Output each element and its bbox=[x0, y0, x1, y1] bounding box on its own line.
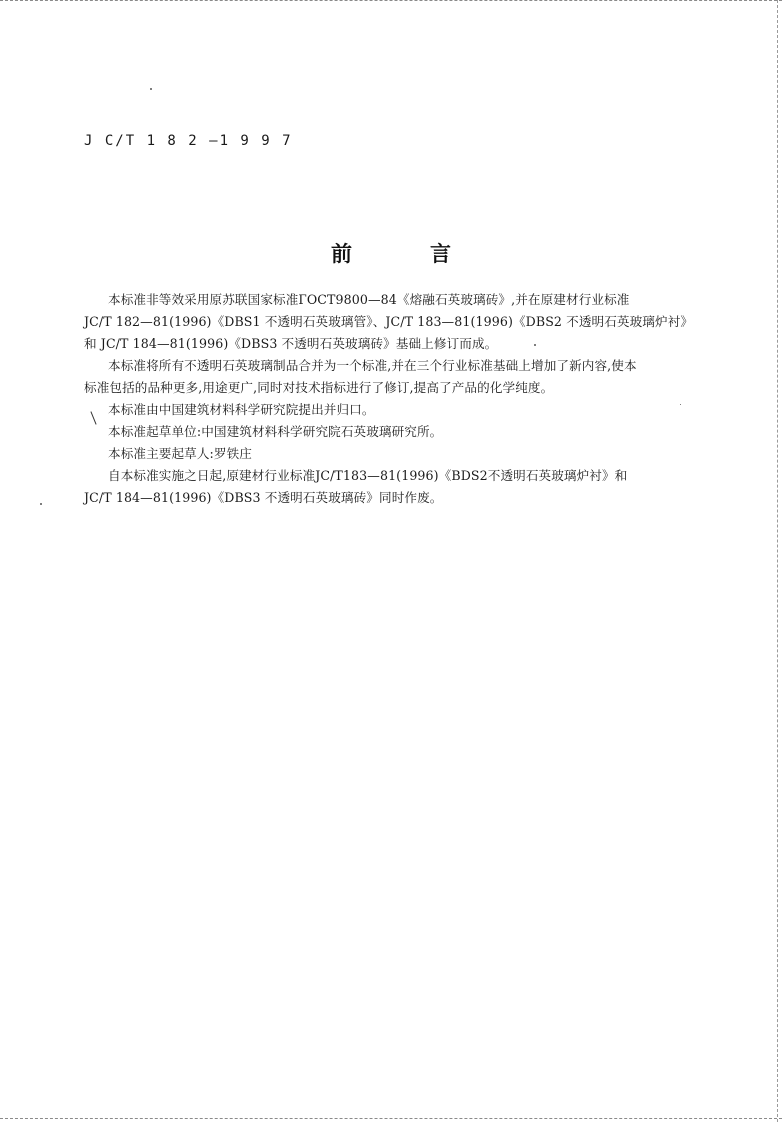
paragraph-line: 和 JC/T 184—81(1996)《DBS3 不透明石英玻璃砖》基础上修订而成。 bbox=[84, 336, 498, 351]
title-char-1: 前 bbox=[331, 241, 352, 266]
scan-speck bbox=[150, 88, 152, 90]
scan-edge-right bbox=[777, 0, 778, 1122]
foreword-body bbox=[84, 289, 696, 509]
paragraph-line: JC/T 182—81(1996)《DBS1 不透明石英玻璃管》、JC/T 183—81(1996)《DBS2 不透明石英玻璃炉衬》 bbox=[84, 314, 694, 329]
page-title bbox=[331, 238, 451, 268]
title-char-2: 言 bbox=[430, 241, 451, 266]
paragraph-line: 本标准主要起草人:罗铁庄 bbox=[108, 446, 252, 461]
paragraph-line: 标准包括的品种更多,用途更广,同时对技术指标进行了修订,提高了产品的化学纯度。 bbox=[84, 380, 554, 395]
paragraph-line: JC/T 184—81(1996)《DBS3 不透明石英玻璃砖》同时作废。 bbox=[84, 490, 443, 505]
paragraph-line: 本标准由中国建筑材料科学研究院提出并归口。 bbox=[108, 402, 375, 417]
scan-edge-top bbox=[0, 0, 782, 1]
document-code: J C/T 1 8 2 —1 9 9 7 bbox=[84, 133, 293, 149]
paragraph-line: 本标准起草单位:中国建筑材料科学研究院石英玻璃研究所。 bbox=[108, 424, 443, 439]
scan-edge-bottom bbox=[0, 1118, 782, 1119]
paragraph-line: 本标准非等效采用原苏联国家标准ГОСТ9800—84《熔融石英玻璃砖》,并在原建材行业标准 bbox=[108, 292, 630, 307]
scan-speck bbox=[40, 503, 42, 505]
paragraph-line: 本标准将所有不透明石英玻璃制品合并为一个标准,并在三个行业标准基础上增加了新内容,使本 bbox=[108, 358, 637, 373]
paragraph-line: 自本标准实施之日起,原建材行业标准JC/T183—81(1996)《BDS2不透明石英玻璃炉衬》和 bbox=[108, 468, 628, 483]
